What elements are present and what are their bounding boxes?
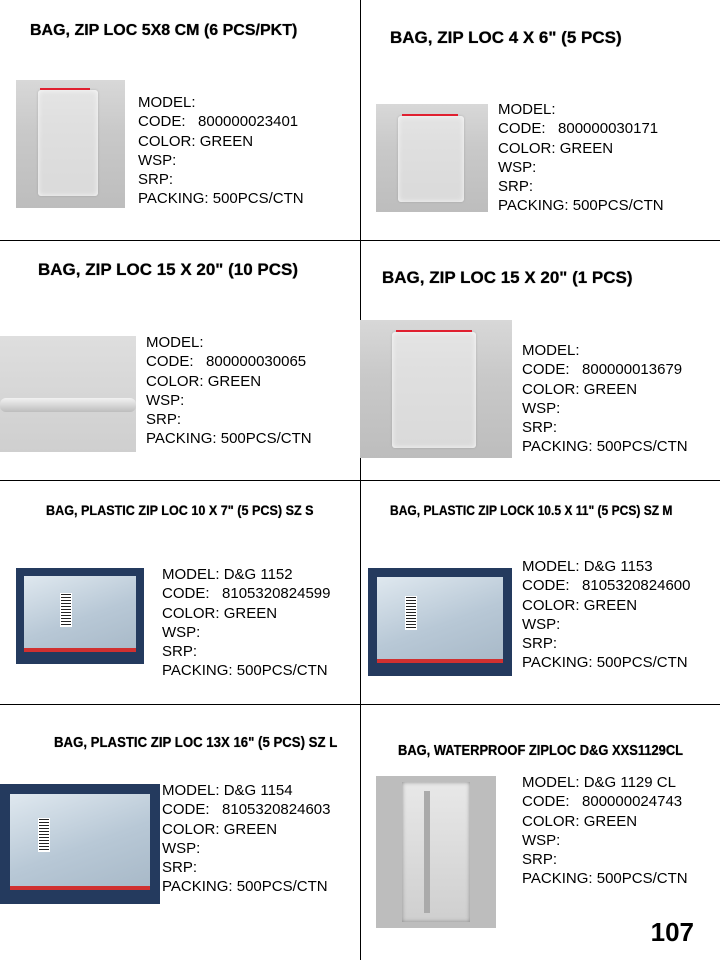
product-card <box>0 240 360 480</box>
packing-label: PACKING: <box>162 662 233 680</box>
model-label: MODEL: <box>498 101 556 118</box>
code-label: CODE: <box>138 113 186 131</box>
packing-label: PACKING: <box>146 430 217 448</box>
code-value: 800000023401 <box>198 113 299 131</box>
product-card <box>0 0 360 240</box>
color-value: GREEN <box>583 812 638 830</box>
model-value: D&G 1129 CL <box>583 774 676 791</box>
product-card <box>360 0 720 240</box>
code-value: 8105320824603 <box>222 801 331 819</box>
color-value: GREEN <box>223 604 278 622</box>
product-title: BAG, PLASTIC ZIP LOC 10 X 7" (5 PCS) SZ S <box>46 502 314 518</box>
packing-label: PACKING: <box>498 197 569 215</box>
packing-value: 500PCS/CTN <box>572 197 664 215</box>
srp-label: SRP: <box>138 171 174 189</box>
model-label: MODEL: <box>162 566 220 583</box>
color-value: GREEN <box>583 596 638 614</box>
product-card <box>360 240 720 480</box>
color-label: COLOR: <box>146 372 204 390</box>
model-label: MODEL: <box>162 782 220 799</box>
model-value: D&G 1153 <box>583 558 653 575</box>
code-value: 800000030065 <box>206 353 307 371</box>
product-card <box>0 704 360 960</box>
code-value: 800000013679 <box>582 361 683 379</box>
product-title: BAG, ZIP LOC 15 X 20" (1 PCS) <box>382 268 633 287</box>
packing-value: 500PCS/CTN <box>596 438 688 456</box>
code-value: 8105320824599 <box>222 585 331 603</box>
code-label: CODE: <box>162 585 210 603</box>
code-label: CODE: <box>498 120 546 138</box>
packing-label: PACKING: <box>138 190 209 208</box>
product-image <box>376 776 496 928</box>
packing-value: 500PCS/CTN <box>220 430 312 448</box>
code-label: CODE: <box>146 353 194 371</box>
product-image <box>16 80 125 208</box>
model-label: MODEL: <box>138 94 196 111</box>
wsp-label: WSP: <box>138 151 177 169</box>
color-label: COLOR: <box>522 812 580 830</box>
packing-label: PACKING: <box>522 870 593 888</box>
color-value: GREEN <box>559 139 614 157</box>
packing-value: 500PCS/CTN <box>596 654 688 672</box>
srp-label: SRP: <box>522 419 558 437</box>
model-value: D&G 1152 <box>223 566 293 583</box>
model-label: MODEL: <box>522 558 580 575</box>
color-value: GREEN <box>207 372 262 390</box>
product-card <box>0 480 360 720</box>
packing-value: 500PCS/CTN <box>236 878 328 896</box>
packing-label: PACKING: <box>522 438 593 456</box>
model-label: MODEL: <box>522 342 580 359</box>
product-image <box>0 784 160 904</box>
packing-value: 500PCS/CTN <box>212 190 304 208</box>
wsp-label: WSP: <box>146 391 185 409</box>
color-value: GREEN <box>583 380 638 398</box>
product-image <box>16 568 144 664</box>
color-label: COLOR: <box>498 139 556 157</box>
code-label: CODE: <box>522 793 570 811</box>
srp-label: SRP: <box>522 851 558 869</box>
wsp-label: WSP: <box>162 623 201 641</box>
code-label: CODE: <box>522 361 570 379</box>
color-label: COLOR: <box>162 604 220 622</box>
packing-label: PACKING: <box>522 654 593 672</box>
color-label: COLOR: <box>138 132 196 150</box>
packing-value: 500PCS/CTN <box>236 662 328 680</box>
code-value: 800000024743 <box>582 793 683 811</box>
product-title: BAG, ZIP LOC 5X8 CM (6 PCS/PKT) <box>30 22 298 39</box>
product-card <box>360 480 720 720</box>
srp-label: SRP: <box>522 635 558 653</box>
page-number: 107 <box>650 917 694 947</box>
product-title: BAG, WATERPROOF ZIPLOC D&G XXS1129CL <box>398 742 684 759</box>
wsp-label: WSP: <box>522 831 561 849</box>
srp-label: SRP: <box>162 859 198 877</box>
wsp-label: WSP: <box>522 615 561 633</box>
srp-label: SRP: <box>146 411 182 429</box>
product-image <box>376 104 488 212</box>
color-label: COLOR: <box>522 596 580 614</box>
code-label: CODE: <box>522 577 570 595</box>
srp-label: SRP: <box>162 643 198 661</box>
code-label: CODE: <box>162 801 210 819</box>
model-value: D&G 1154 <box>223 782 293 799</box>
packing-value: 500PCS/CTN <box>596 870 688 888</box>
product-image <box>368 568 512 676</box>
product-title: BAG, PLASTIC ZIP LOC 13X 16" (5 PCS) SZ L <box>54 734 338 751</box>
product-title: BAG, PLASTIC ZIP LOCK 10.5 X 11" (5 PCS) SZ M <box>390 502 673 518</box>
color-value: GREEN <box>199 132 254 150</box>
model-label: MODEL: <box>522 774 580 791</box>
color-value: GREEN <box>223 820 278 838</box>
color-label: COLOR: <box>162 820 220 838</box>
code-value: 800000030171 <box>558 120 659 138</box>
product-image <box>360 320 512 458</box>
model-label: MODEL: <box>146 334 204 351</box>
packing-label: PACKING: <box>162 878 233 896</box>
product-image <box>0 336 136 452</box>
product-title: BAG, ZIP LOC 4 X 6" (5 PCS) <box>390 28 622 47</box>
color-label: COLOR: <box>522 380 580 398</box>
code-value: 8105320824600 <box>582 577 691 595</box>
wsp-label: WSP: <box>162 839 201 857</box>
srp-label: SRP: <box>498 178 534 196</box>
product-title: BAG, ZIP LOC 15 X 20" (10 PCS) <box>38 260 298 279</box>
wsp-label: WSP: <box>522 399 561 417</box>
wsp-label: WSP: <box>498 158 537 176</box>
